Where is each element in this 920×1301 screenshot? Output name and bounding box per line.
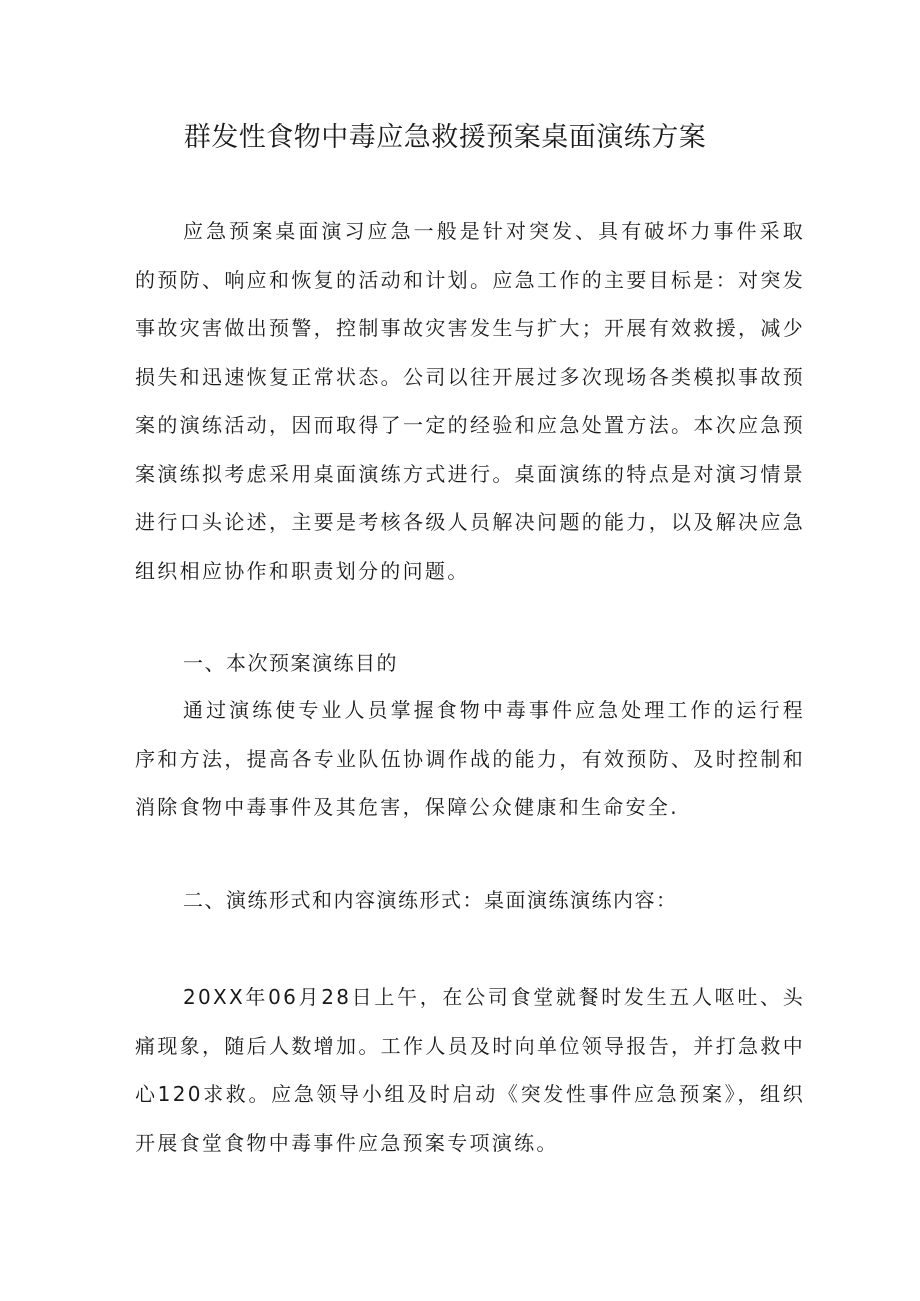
section-heading-form-content: 二、演练形式和内容演练形式：桌面演练演练内容： <box>183 888 678 912</box>
purpose-paragraph: 通过演练使专业人员掌握食物中毒事件应急处理工作的运行程序和方法，提高各专业队伍协调作战的能力，有效预防、及时控制和消除食物中毒事件及其危害，保障公众健康和生命安全. <box>135 698 805 819</box>
scenario-paragraph: 20XX年06月28日上午，在公司食堂就餐时发生五人呕吐、头痛现象，随后人数增加。工作人员及时向单位领导报告，并打急救中心120求救。应急领导小组及时启动《突发性事件应急预案》，组织开展食堂食物中毒事件应急预案专项演练。 <box>135 985 805 1155</box>
section-heading-purpose: 一、本次预案演练目的 <box>183 651 398 675</box>
document-title: 群发性食物中毒应急救援预案桌面演练方案 <box>183 122 707 153</box>
intro-paragraph: 应急预案桌面演习应急一般是针对突发、具有破坏力事件采取的预防、响应和恢复的活动和计划。应急工作的主要目标是：对突发事故灾害做出预警，控制事故灾害发生与扩大；开展有效救援，减少损失和迅速恢复正常状态。公司以往开展过多次现场各类模拟事故预案的演练活动，因而取得了一定的经验和应急处置方法。本次应急预案演练拟考虑采用桌面演练方式进行。桌面演练的特点是对演习情景进行口头论述，主要是考核各级人员解决问题的能力，以及解决应急组织相应协作和职责划分的问题。 <box>135 219 805 583</box>
